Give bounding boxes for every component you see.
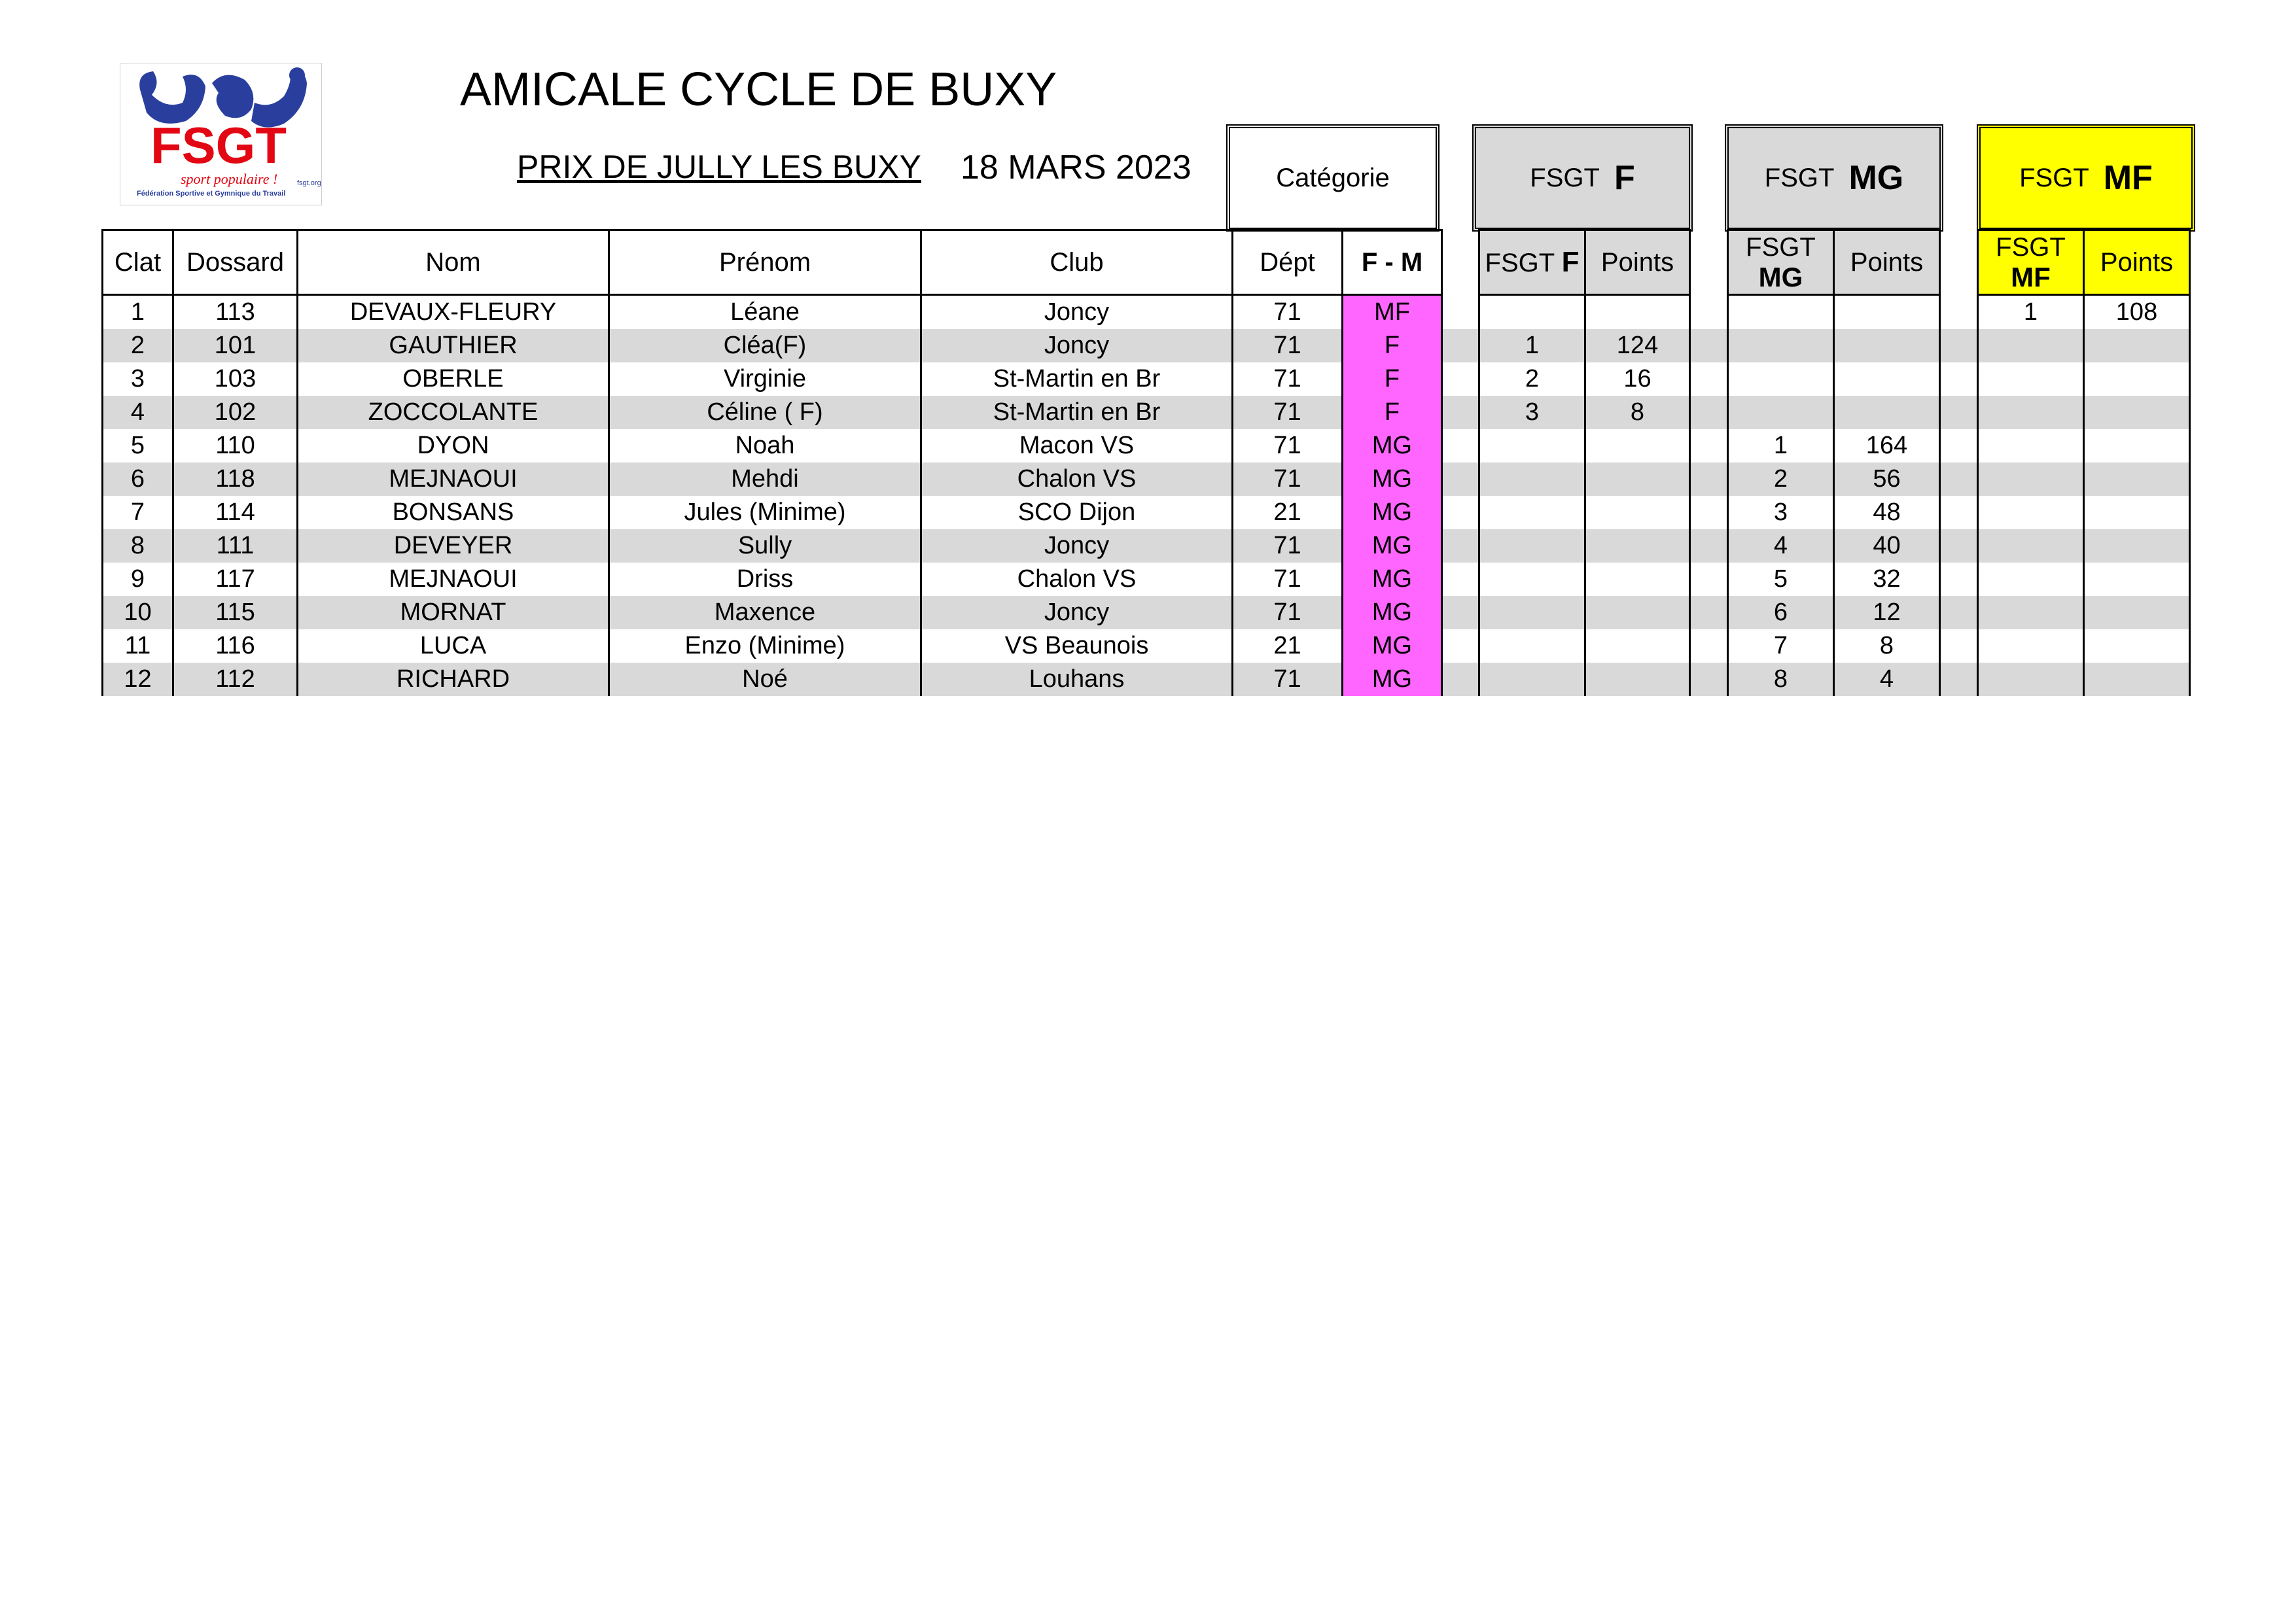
cell-dept: 71	[1233, 362, 1343, 396]
cell-prenom: Sully	[609, 529, 921, 563]
cell-nom: MORNAT	[298, 596, 609, 629]
cell-f-rank	[1479, 529, 1585, 563]
cell-dept: 21	[1233, 496, 1343, 529]
col-mf-rank	[1978, 230, 2084, 295]
cell-f-rank: 3	[1479, 396, 1585, 429]
cell-prenom: Noah	[609, 429, 921, 462]
cell-nom: OBERLE	[298, 362, 609, 396]
cell-dept: 71	[1233, 329, 1343, 362]
cell-club: Joncy	[921, 596, 1233, 629]
spacer	[1442, 329, 1479, 362]
col-mf-code: MF	[2011, 261, 2051, 292]
cell-mg-rank: 3	[1728, 496, 1834, 529]
categorie-box	[1226, 124, 1439, 232]
cell-clat: 12	[103, 663, 173, 696]
cell-club: Joncy	[921, 329, 1233, 362]
cell-mg-rank: 6	[1728, 596, 1834, 629]
cell-dossard: 113	[173, 295, 298, 330]
cell-mf-rank	[1978, 429, 2084, 462]
cell-f-rank	[1479, 629, 1585, 663]
cell-mg-rank: 7	[1728, 629, 1834, 663]
cell-prenom: Jules (Minime)	[609, 496, 921, 529]
cell-mf-points	[2084, 429, 2190, 462]
cell-f-rank	[1479, 429, 1585, 462]
col-fm: F - M	[1343, 230, 1442, 295]
cell-dept: 71	[1233, 295, 1343, 330]
cell-nom: LUCA	[298, 629, 609, 663]
cell-dept: 71	[1233, 396, 1343, 429]
cell-clat: 7	[103, 496, 173, 529]
cell-category: F	[1343, 362, 1442, 396]
spacer	[1940, 329, 1978, 362]
col-f-points: Points	[1585, 230, 1690, 295]
spacer	[1690, 663, 1728, 696]
table-row	[103, 396, 2190, 429]
cell-dept: 71	[1233, 462, 1343, 496]
cell-prenom: Léane	[609, 295, 921, 330]
cell-mf-rank	[1978, 596, 2084, 629]
cell-mg-rank	[1728, 295, 1834, 330]
cell-category: F	[1343, 396, 1442, 429]
cell-f-rank	[1479, 462, 1585, 496]
cell-category: MG	[1343, 663, 1442, 696]
spacer	[1940, 396, 1978, 429]
cell-mf-points: 108	[2084, 295, 2190, 330]
logo-text: FSGT	[150, 116, 287, 174]
cell-dept: 21	[1233, 629, 1343, 663]
cell-f-points	[1585, 529, 1690, 563]
spacer	[1690, 362, 1728, 396]
cell-f-points	[1585, 629, 1690, 663]
fsgt-logo	[120, 63, 322, 205]
cell-dossard: 110	[173, 429, 298, 462]
cell-mg-points	[1834, 295, 1940, 330]
cell-f-rank	[1479, 563, 1585, 596]
cell-mg-rank: 8	[1728, 663, 1834, 696]
cell-prenom: Virginie	[609, 362, 921, 396]
cell-f-points	[1585, 496, 1690, 529]
fsgt-mg-box	[1725, 124, 1943, 232]
cell-club: Macon VS	[921, 429, 1233, 462]
col-f-label: FSGT	[1485, 249, 1555, 277]
col-dept: Dépt	[1233, 230, 1343, 295]
cell-f-points: 124	[1585, 329, 1690, 362]
spacer	[1940, 663, 1978, 696]
fsgt-mg-code: MG	[1848, 159, 1904, 197]
fsgt-mg-prefix: FSGT	[1764, 163, 1835, 192]
col-mg-rank	[1728, 230, 1834, 295]
cell-mf-points	[2084, 629, 2190, 663]
spacer	[1690, 429, 1728, 462]
cell-f-points: 8	[1585, 396, 1690, 429]
col-dossard: Dossard	[173, 230, 298, 295]
cell-club: Joncy	[921, 529, 1233, 563]
cell-mg-rank	[1728, 362, 1834, 396]
cell-mf-rank	[1978, 396, 2084, 429]
cell-f-points	[1585, 663, 1690, 696]
fsgt-mf-box	[1977, 124, 2195, 232]
cell-mf-rank	[1978, 663, 2084, 696]
spacer	[1690, 462, 1728, 496]
table-row	[103, 362, 2190, 396]
spacer	[1442, 429, 1479, 462]
spacer	[1940, 596, 1978, 629]
fsgt-logo-graphic	[120, 63, 321, 205]
fsgt-f-box	[1472, 124, 1693, 232]
cell-club: St-Martin en Br	[921, 396, 1233, 429]
cell-nom: MEJNAOUI	[298, 462, 609, 496]
cell-mg-points	[1834, 362, 1940, 396]
fsgt-mf-code: MF	[2103, 159, 2153, 197]
race-name: PRIX DE JULLY LES BUXY	[517, 148, 921, 185]
cell-mg-points: 48	[1834, 496, 1940, 529]
race-date: 18 MARS 2023	[961, 148, 1192, 186]
cell-mf-points	[2084, 529, 2190, 563]
cell-nom: GAUTHIER	[298, 329, 609, 362]
cell-club: Louhans	[921, 663, 1233, 696]
fsgt-mf-prefix: FSGT	[2019, 163, 2089, 192]
spacer	[1442, 563, 1479, 596]
spacer	[1442, 663, 1479, 696]
col-mf-label: FSGT	[1996, 232, 2066, 262]
cell-dept: 71	[1233, 596, 1343, 629]
cell-mg-points: 164	[1834, 429, 1940, 462]
cell-f-points	[1585, 563, 1690, 596]
spacer	[1690, 329, 1728, 362]
spacer	[1690, 563, 1728, 596]
col-mg-points: Points	[1834, 230, 1940, 295]
cell-dept: 71	[1233, 663, 1343, 696]
fsgt-f-code: F	[1614, 159, 1635, 197]
spacer	[1442, 362, 1479, 396]
cell-club: Joncy	[921, 295, 1233, 330]
cell-mf-points	[2084, 396, 2190, 429]
spacer	[1940, 429, 1978, 462]
cell-mg-rank	[1728, 329, 1834, 362]
cell-category: MG	[1343, 563, 1442, 596]
cell-clat: 8	[103, 529, 173, 563]
cell-f-points	[1585, 596, 1690, 629]
col-mg-code: MG	[1758, 261, 1803, 292]
categorie-label: Catégorie	[1276, 163, 1390, 192]
cell-f-points	[1585, 462, 1690, 496]
logo-org: Fédération Sportive et Gymnique du Travail	[137, 190, 286, 198]
cell-mg-points	[1834, 396, 1940, 429]
table-row	[103, 329, 2190, 362]
cell-prenom: Maxence	[609, 596, 921, 629]
cell-mg-points: 40	[1834, 529, 1940, 563]
cell-mg-points: 56	[1834, 462, 1940, 496]
cell-prenom: Mehdi	[609, 462, 921, 496]
spacer	[1940, 629, 1978, 663]
cell-clat: 5	[103, 429, 173, 462]
col-f-code: F	[1561, 246, 1580, 278]
spacer	[1690, 230, 1728, 295]
cell-club: VS Beaunois	[921, 629, 1233, 663]
spacer	[1690, 396, 1728, 429]
cell-f-points: 16	[1585, 362, 1690, 396]
table-row	[103, 663, 2190, 696]
cell-mf-rank	[1978, 529, 2084, 563]
cell-nom: DYON	[298, 429, 609, 462]
cell-nom: DEVEYER	[298, 529, 609, 563]
cell-nom: DEVAUX-FLEURY	[298, 295, 609, 330]
cell-f-rank: 1	[1479, 329, 1585, 362]
cell-dossard: 102	[173, 396, 298, 429]
cell-f-rank	[1479, 663, 1585, 696]
cell-dept: 71	[1233, 429, 1343, 462]
spacer	[1442, 295, 1479, 330]
cell-clat: 10	[103, 596, 173, 629]
table-row	[103, 496, 2190, 529]
col-mf-points: Points	[2084, 230, 2190, 295]
fsgt-f-prefix: FSGT	[1530, 163, 1600, 192]
cell-mf-points	[2084, 362, 2190, 396]
cell-category: MG	[1343, 596, 1442, 629]
table-body	[103, 295, 2190, 697]
spacer	[1442, 230, 1479, 295]
cell-dossard: 117	[173, 563, 298, 596]
cell-mf-rank	[1978, 362, 2084, 396]
spacer	[1442, 596, 1479, 629]
cell-f-rank	[1479, 496, 1585, 529]
table-row	[103, 529, 2190, 563]
spacer	[1940, 362, 1978, 396]
cell-clat: 1	[103, 295, 173, 330]
cell-mg-points	[1834, 329, 1940, 362]
cell-club: SCO Dijon	[921, 496, 1233, 529]
col-club: Club	[921, 230, 1233, 295]
cell-mf-rank	[1978, 329, 2084, 362]
cell-prenom: Céline ( F)	[609, 396, 921, 429]
cell-mf-points	[2084, 563, 2190, 596]
logo-url: fsgt.org	[297, 179, 321, 187]
logo-tagline: sport populaire !	[181, 171, 278, 187]
cell-mg-rank: 4	[1728, 529, 1834, 563]
spacer	[1442, 462, 1479, 496]
col-mg-label: FSGT	[1746, 232, 1816, 262]
cell-f-rank	[1479, 596, 1585, 629]
col-clat: Clat	[103, 230, 173, 295]
cell-dossard: 111	[173, 529, 298, 563]
cell-nom: MEJNAOUI	[298, 563, 609, 596]
cell-clat: 11	[103, 629, 173, 663]
cell-mg-rank	[1728, 396, 1834, 429]
cell-clat: 2	[103, 329, 173, 362]
cell-mf-rank	[1978, 629, 2084, 663]
cell-nom: ZOCCOLANTE	[298, 396, 609, 429]
cell-category: MF	[1343, 295, 1442, 330]
cell-f-points	[1585, 429, 1690, 462]
page-title: AMICALE CYCLE DE BUXY	[460, 63, 1057, 116]
cell-f-rank	[1479, 295, 1585, 330]
cell-nom: BONSANS	[298, 496, 609, 529]
cell-mf-points	[2084, 663, 2190, 696]
table-row	[103, 429, 2190, 462]
table-row	[103, 462, 2190, 496]
cell-mf-points	[2084, 329, 2190, 362]
cell-mg-points: 8	[1834, 629, 1940, 663]
cell-category: MG	[1343, 496, 1442, 529]
spacer	[1940, 295, 1978, 330]
spacer	[1690, 295, 1728, 330]
cell-category: MG	[1343, 629, 1442, 663]
cell-mf-rank	[1978, 563, 2084, 596]
cell-prenom: Noé	[609, 663, 921, 696]
cell-mf-points	[2084, 462, 2190, 496]
table-row	[103, 295, 2190, 330]
cell-dossard: 103	[173, 362, 298, 396]
table-row	[103, 596, 2190, 629]
cell-f-points	[1585, 295, 1690, 330]
cell-clat: 3	[103, 362, 173, 396]
col-prenom: Prénom	[609, 230, 921, 295]
cell-mf-points	[2084, 596, 2190, 629]
cell-category: MG	[1343, 429, 1442, 462]
cell-dossard: 115	[173, 596, 298, 629]
spacer	[1940, 496, 1978, 529]
cell-mg-rank: 2	[1728, 462, 1834, 496]
spacer	[1690, 496, 1728, 529]
cell-prenom: Driss	[609, 563, 921, 596]
cell-prenom: Enzo (Minime)	[609, 629, 921, 663]
cell-f-rank: 2	[1479, 362, 1585, 396]
table-row	[103, 629, 2190, 663]
cell-clat: 4	[103, 396, 173, 429]
spacer	[1940, 230, 1978, 295]
spacer	[1442, 396, 1479, 429]
cell-mf-rank: 1	[1978, 295, 2084, 330]
col-f-rank	[1479, 230, 1585, 295]
cell-club: Chalon VS	[921, 563, 1233, 596]
cell-dossard: 112	[173, 663, 298, 696]
cell-prenom: Cléa(F)	[609, 329, 921, 362]
cell-category: F	[1343, 329, 1442, 362]
cell-dept: 71	[1233, 529, 1343, 563]
cell-clat: 6	[103, 462, 173, 496]
cell-mg-points: 4	[1834, 663, 1940, 696]
cell-mf-rank	[1978, 496, 2084, 529]
spacer	[1690, 596, 1728, 629]
col-nom: Nom	[298, 230, 609, 295]
table-header-row	[103, 230, 2190, 295]
cell-category: MG	[1343, 462, 1442, 496]
spacer	[1940, 563, 1978, 596]
cell-dossard: 118	[173, 462, 298, 496]
cell-mg-points: 32	[1834, 563, 1940, 596]
cell-mg-rank: 5	[1728, 563, 1834, 596]
spacer	[1940, 529, 1978, 563]
table-row	[103, 563, 2190, 596]
cell-category: MG	[1343, 529, 1442, 563]
results-table	[101, 229, 2191, 696]
cell-dept: 71	[1233, 563, 1343, 596]
cell-dossard: 116	[173, 629, 298, 663]
cell-mf-rank	[1978, 462, 2084, 496]
cell-mf-points	[2084, 496, 2190, 529]
cell-nom: RICHARD	[298, 663, 609, 696]
spacer	[1690, 529, 1728, 563]
spacer	[1442, 529, 1479, 563]
spacer	[1442, 496, 1479, 529]
cell-club: Chalon VS	[921, 462, 1233, 496]
spacer	[1690, 629, 1728, 663]
cell-clat: 9	[103, 563, 173, 596]
spacer	[1442, 629, 1479, 663]
cell-dossard: 114	[173, 496, 298, 529]
cell-club: St-Martin en Br	[921, 362, 1233, 396]
cell-mg-rank: 1	[1728, 429, 1834, 462]
spacer	[1940, 462, 1978, 496]
cell-dossard: 101	[173, 329, 298, 362]
cell-mg-points: 12	[1834, 596, 1940, 629]
